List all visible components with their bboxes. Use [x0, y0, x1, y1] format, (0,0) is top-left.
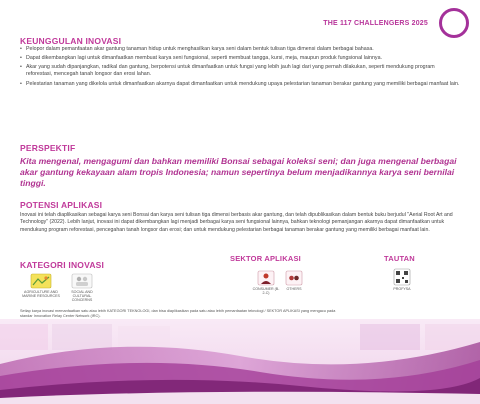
keunggulan-title: KEUNGGULAN INOVASI: [20, 36, 122, 46]
list-item: • Akar yang sudah dipanjangkan, radikal dan gantung, berpotensi untuk dimanfaatkan untuk fungsi yang lebih jauh lagi dari yang pernah dilakukan, seperti mendukung program reforestasi, mencegah tanah longsor dan erosi lahan.: [20, 64, 460, 78]
sektor-title: SEKTOR APLIKASI: [230, 254, 301, 263]
sektor-item-others: [282, 270, 306, 291]
kategori-label: SOCIAL AND CULTURAL CONCERNS: [71, 290, 93, 302]
sektor-label: CONSUMER (B-2-C): [252, 287, 280, 295]
keunggulan-list: [20, 46, 460, 90]
tautan-label[interactable]: PROFYSA: [393, 287, 411, 291]
tautan-title: TAUTAN: [384, 254, 415, 263]
consumer-icon: [257, 270, 275, 286]
decorative-wave: [0, 294, 480, 404]
kategori-label: AGRICULTURE AND MARINE RESOURCES: [22, 290, 60, 298]
footnote: Setiap karya inovasi memanfaatkan satu atau lebih KATEGORI TEKNOLOGI, dan bisa diaplikasikan pada satu atau lebih pemanfaatan teknologi / SEKTOR APLIKASI yang mengacu pada standar Innovation Relay Center Network (IRC).: [20, 309, 336, 318]
potensi-text: Inovasi ini telah diaplikasikan sebagai karya seni Bonsai dan karya seni tulisan tiga dimensi berbasis akar gantung, dan telah dipublikasikan dalam bentuk buku berjudul "Aerial Root Art and Technology" (2022). Lebih lanjut, inovasi ini dapat dikembangkan lagi menjadi berbagai karya seni fungsional lainnya, bahkan teknologi pemanjangan akarnya dapat dimanfaatkan untuk mendukung program reforestasi, pencegahan tanah longsor dan erosi; dan untuk mendukung pelestarian berbagai tanaman berakar gantung yang memiliki berbagai manfaat lain.: [20, 212, 453, 233]
perspektif-title: PERSPEKTIF: [20, 143, 76, 153]
kategori-title: KATEGORI INOVASI: [20, 260, 105, 270]
ring-logo-icon: [439, 8, 469, 38]
list-item: • Pelopor dalam pemanfaatan akar gantung tanaman hidup untuk menghasilkan karya seni dalam bentuk tulisan tiga dimensi dalam berbagai bahasa.: [20, 46, 460, 53]
social-culture-icon: [71, 273, 93, 289]
potensi-title: POTENSI APLIKASI: [20, 200, 103, 210]
list-item: • Pelestarian tanaman yang dikelola untuk dimanfaatkan akarnya dapat dimanfaatkan untuk mendukung upaya pelestarian tanaman berakar gantung yang memiliki berbagai manfaat lain.: [20, 81, 460, 88]
sektor-label: OTHERS: [286, 287, 302, 291]
tautan-item[interactable]: [388, 268, 416, 291]
link-icon[interactable]: [393, 268, 411, 286]
header-title: THE 117 CHALLENGERS 2025: [323, 20, 428, 27]
others-icon: [285, 270, 303, 286]
list-item: • Dapat dikembangkan lagi untuk dimanfaatkan membuat karya seni fungsional, seperti membuat tangga, kursi, meja, maupun produk fungsional lainnya.: [20, 55, 460, 62]
perspektif-text: Kita mengenal, mengagumi dan bahkan memiliki Bonsai sebagai koleksi seni; dan juga mengenal berbagai akar gantung kekayaan alam tropis Indonesia; namun sepertinya belum menjadikannya karya seni bernilai tinggi.: [20, 156, 457, 188]
agriculture-icon: [30, 273, 52, 289]
sektor-item-consumer: [252, 270, 280, 295]
